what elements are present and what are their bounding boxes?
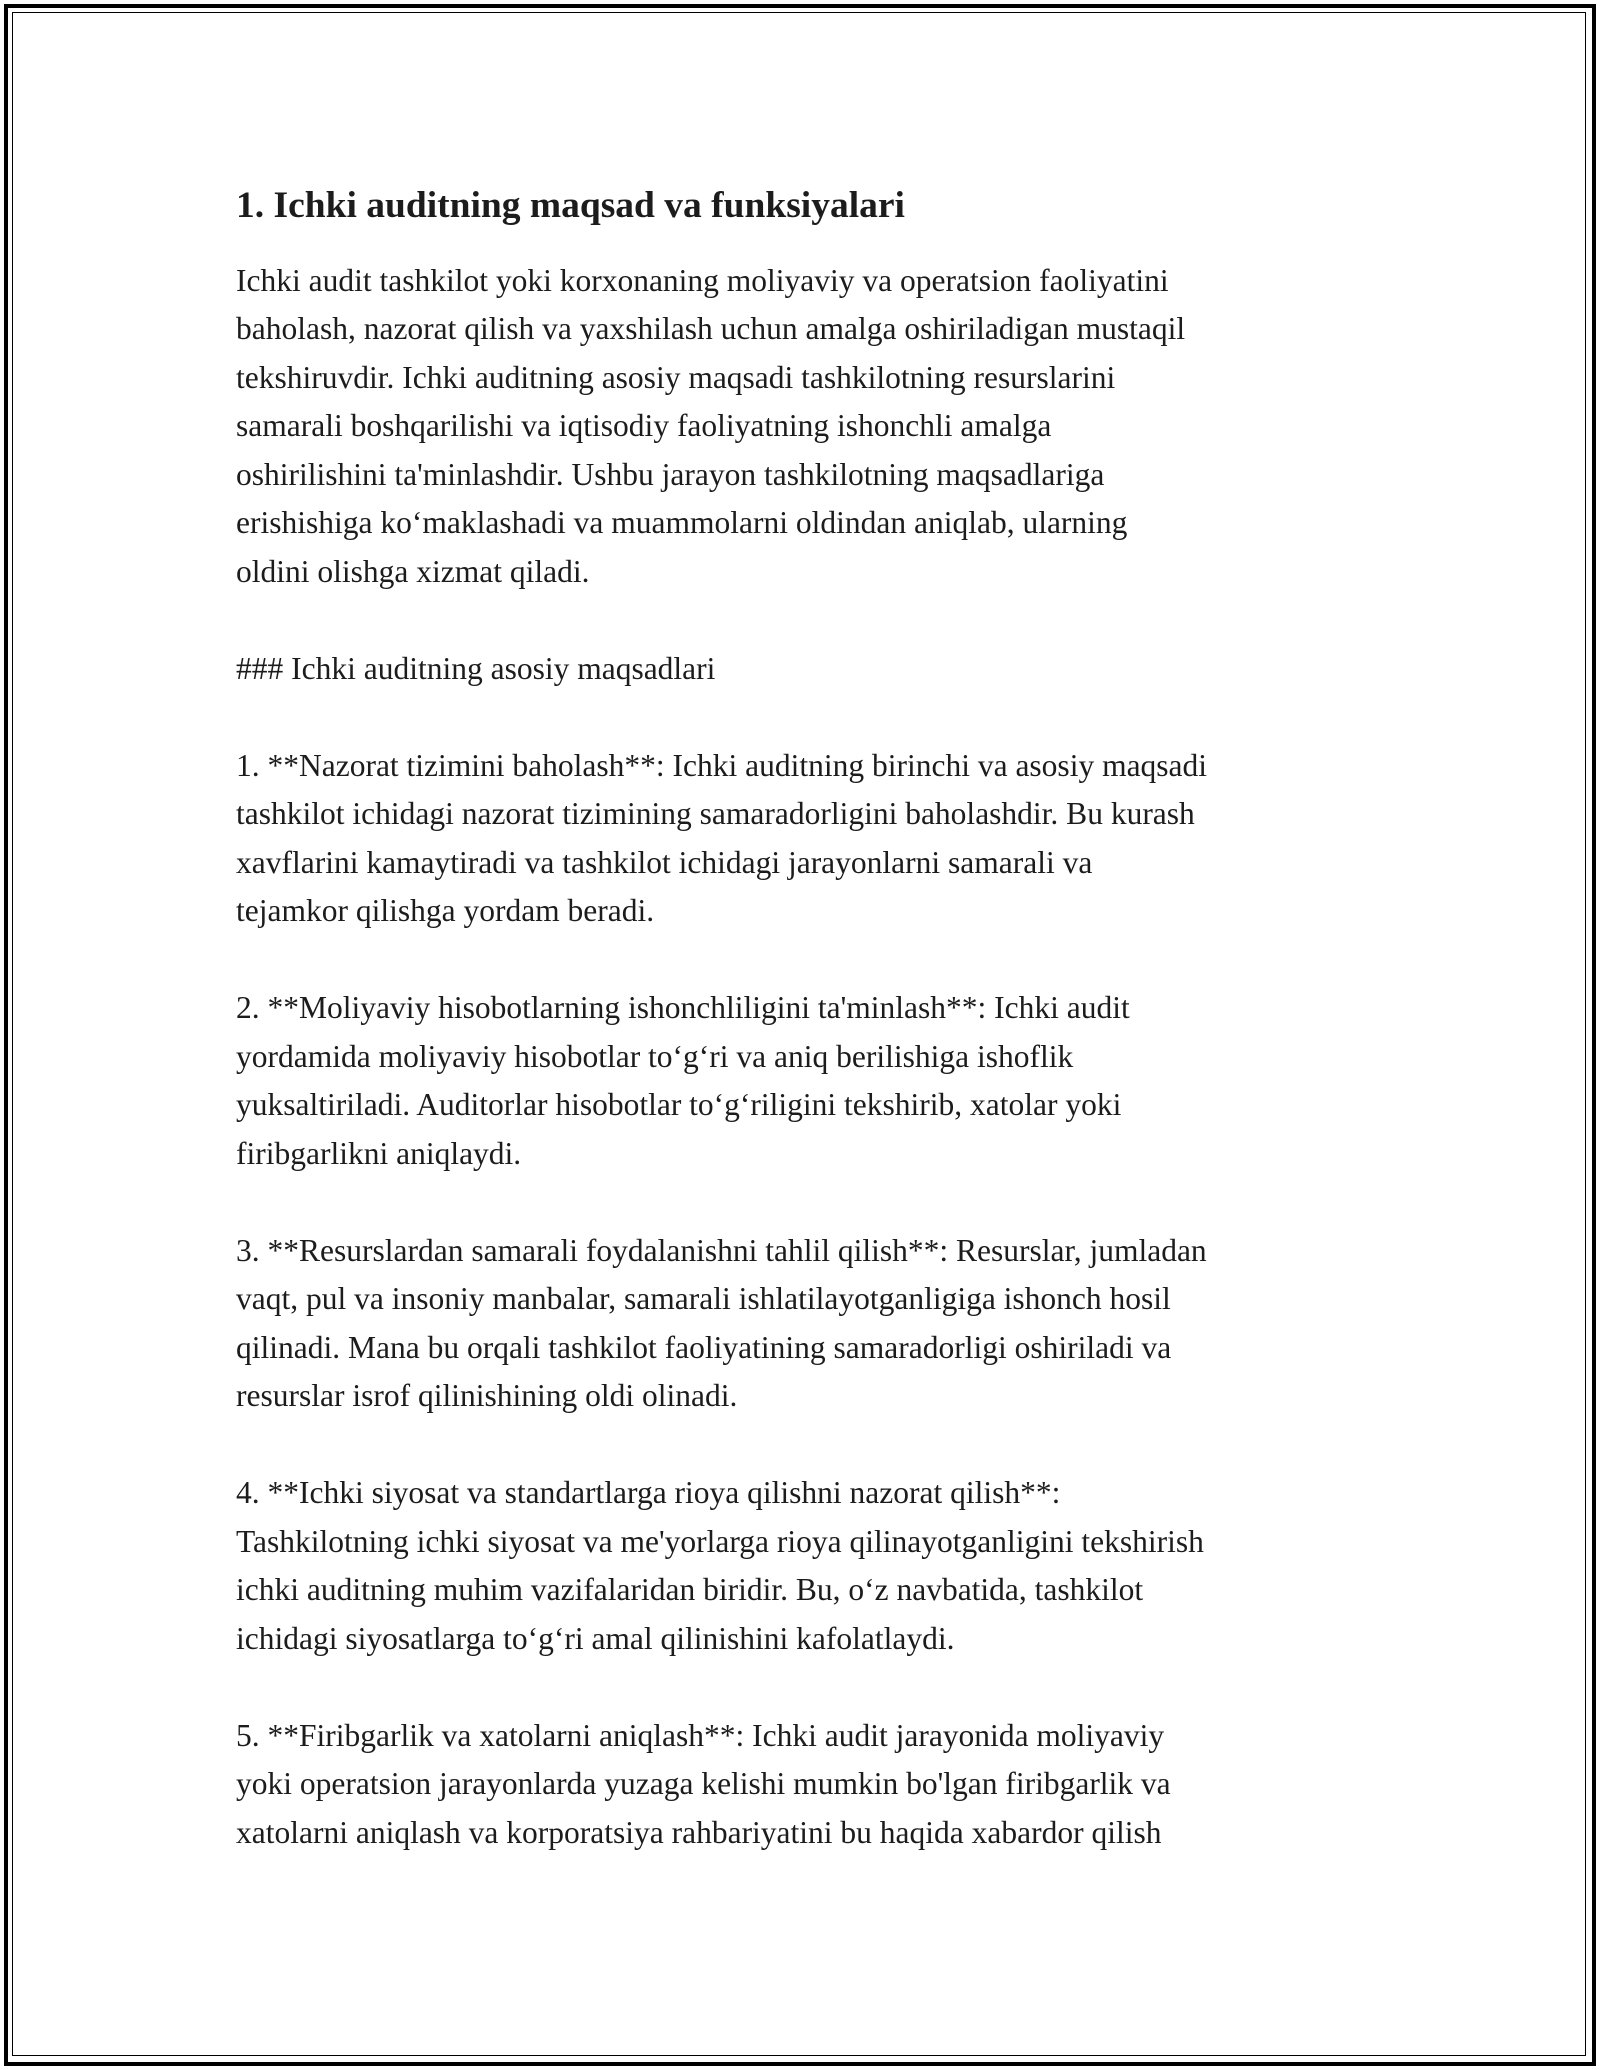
- goal-item-3: 3. **Resurslardan samarali foydalanishni tahlil qilish**: Resurslar, jumladan vaqt, pul va insoniy manbalar, samarali ishlatilayotganligiga ishonch hosil qilinadi. Mana bu orqali tashkilot faoliyatining samaradorligi oshiriladi va resurslar isrof qilinishining oldi olinadi.: [236, 1232, 1207, 1414]
- goal-item-4: 4. **Ichki siyosat va standartlarga rioya qilishni nazorat qilish**: Tashkilotning ichki siyosat va me'yorlarga rioya qilinayotganligini tekshirish ichki auditning muhim vazifalaridan biridir. Bu, o‘z navbatida, tashkilot ichidagi siyosatlarga to‘g‘ri amal qilinishini kafolatlaydi.: [236, 1475, 1204, 1656]
- document-body: [236, 182, 1406, 1906]
- document-heading: 1. Ichki auditning maqsad va funksiyalari: [236, 185, 905, 226]
- goal-item-1: 1. **Nazorat tizimini baholash**: Ichki auditning birinchi va asosiy maqsadi tashkilot ichidagi nazorat tizimining samaradorligini baholashdir. Bu kurash xavflarini kamaytiradi va tashkilot ichidagi jarayonlarni samarali va tejamkor qilishga yordam beradi.: [236, 747, 1208, 929]
- paragraph-list: [236, 257, 1406, 1858]
- goal-item-5: 5. **Firibgarlik va xatolarni aniqlash**: Ichki audit jarayonida moliyaviy yoki operatsion jarayonlarda yuzaga kelishi mumkin bo'lgan firibgarlik va xatolarni aniqlash va korporatsiya rahbariyatini bu haqida xabardor qilish: [236, 1717, 1171, 1850]
- intro-paragraph: Ichki audit tashkilot yoki korxonaning moliyaviy va operatsion faoliyatini baholash, nazorat qilish va yaxshilash uchun amalga oshiriladigan mustaqil tekshiruvdir. Ichki auditning asosiy maqsadi tashkilotning resurslarini samarali boshqarilishi va iqtisodiy faoliyatning ishonchli amalga oshirilishini ta'minlashdir. Ushbu jarayon tashkilotning maqsadlariga erishishiga ko‘maklashadi va muammolarni oldindan aniqlab, ularning oldini olishga xizmat qiladi.: [236, 262, 1186, 589]
- section-subheading: ### Ichki auditning asosiy maqsadlari: [236, 650, 716, 686]
- goal-item-2: 2. **Moliyaviy hisobotlarning ishonchliligini ta'minlash**: Ichki audit yordamida moliyaviy hisobotlar to‘g‘ri va aniq berilishiga ishoflik yuksaltiriladi. Auditorlar hisobotlar to‘g‘riligini tekshirib, xatolar yoki firibgarlikni aniqlaydi.: [236, 990, 1130, 1171]
